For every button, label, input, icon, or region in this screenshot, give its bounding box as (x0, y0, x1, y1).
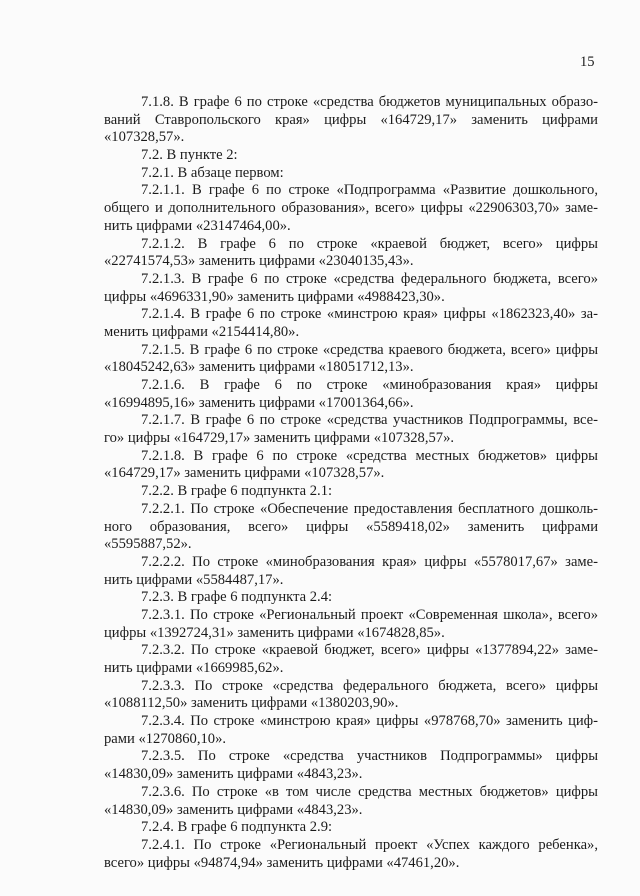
text-line: 7.2.1. В абзаце первом: (141, 164, 284, 181)
paragraph (104, 94, 598, 147)
paragraph (104, 342, 598, 377)
document-body (104, 94, 598, 872)
text-line: 7.2.3.4. По строке «минстрою края» цифры «978768,70» заменить циф- (141, 713, 598, 730)
paragraph (104, 483, 598, 501)
text-line: 7.2.1.1. В графе 6 по строке «Подпрограмма «Развитие дошкольного, (141, 182, 598, 199)
paragraph (104, 147, 598, 165)
paragraph (104, 837, 598, 872)
paragraph (104, 236, 598, 271)
paragraph (104, 412, 598, 447)
text-line: 7.2.2.2. По строке «минобразования края» цифры «5578017,67» заме- (141, 553, 598, 570)
text-line: 7.2.1.2. В графе 6 по строке «краевой бюджет, всего» цифры (141, 235, 598, 252)
paragraph (104, 607, 598, 642)
paragraph (104, 271, 598, 306)
text-line: ного образования, всего» цифры «5589418,02» заменить цифрами (104, 518, 598, 535)
text-line: «164729,17» заменить цифрами «107328,57». (104, 465, 385, 482)
text-line: 7.2.2.1. По строке «Обеспечение предоставления бесплатного дошколь- (141, 500, 598, 517)
paragraph (104, 182, 598, 235)
text-line: 7.2.1.3. В графе 6 по строке «средства федерального бюджета, всего» (141, 270, 598, 287)
text-line: «18045242,63» заменить цифрами «18051712,13». (104, 359, 414, 376)
text-line: «107328,57». (104, 129, 185, 146)
text-line: 7.1.8. В графе 6 по строке «средства бюджетов муниципальных образо- (141, 94, 598, 110)
paragraph (104, 819, 598, 837)
paragraph (104, 448, 598, 483)
text-line: 7.2.3.5. По строке «средства участников Подпрограммы» цифры (141, 748, 598, 765)
paragraph (104, 713, 598, 748)
text-line: нить цифрами «5584487,17». (104, 571, 284, 588)
text-line: ваний Ставропольского края» цифры «164729,17» заменить цифрами (104, 111, 598, 128)
text-line: менить цифрами «2154414,80». (104, 323, 300, 340)
text-line: «14830,09» заменить цифрами «4843,23». (104, 801, 363, 818)
text-line: 7.2.2. В графе 6 подпункта 2.1: (141, 483, 333, 500)
text-line: 7.2.1.6. В графе 6 по строке «минобразования края» цифры (141, 377, 598, 393)
text-line: 7.2.4. В графе 6 подпункта 2.9: (141, 819, 333, 836)
paragraph (104, 589, 598, 607)
text-line: нить цифрами «1669985,62». (104, 660, 284, 676)
text-line: «5595887,52». (104, 536, 192, 553)
text-line: 7.2.1.7. В графе 6 по строке «средства участников Подпрограммы, все- (141, 412, 598, 429)
text-line: «22741574,53» заменить цифрами «23040135,43». (104, 253, 414, 270)
paragraph (104, 678, 598, 713)
text-line: 7.2.3. В графе 6 подпункта 2.4: (141, 589, 333, 606)
paragraph (104, 501, 598, 554)
page-number: 15 (580, 54, 595, 70)
text-line: 7.2. В пункте 2: (141, 147, 238, 164)
text-line: «16994895,16» заменить цифрами «17001364,66». (104, 394, 414, 411)
text-line: 7.2.4.1. По строке «Региональный проект «Успех каждого ребенка», (141, 836, 598, 853)
paragraph (104, 748, 598, 783)
paragraph (104, 377, 598, 412)
paragraph (104, 306, 598, 341)
text-line: 7.2.1.8. В графе 6 по строке «средства местных бюджетов» цифры (141, 447, 598, 464)
paragraph (104, 554, 598, 589)
text-line: цифры «4696331,90» заменить цифрами «4988423,30». (104, 288, 445, 305)
text-line: «14830,09» заменить цифрами «4843,23». (104, 766, 363, 783)
text-line: рами «1270860,10». (104, 730, 227, 747)
paragraph (104, 165, 598, 183)
text-line: нить цифрами «23147464,00». (104, 217, 291, 234)
text-line: «1088112,50» заменить цифрами «1380203,90». (104, 695, 399, 712)
text-line: 7.2.3.2. По строке «краевой бюджет, всего» цифры «1377894,22» заме- (141, 642, 598, 659)
text-line: 7.2.3.3. По строке «средства федерального бюджета, всего» цифры (141, 677, 598, 694)
paragraph (104, 784, 598, 819)
text-line: го» цифры «164729,17» заменить цифрами «107328,57». (104, 430, 455, 447)
text-line: 7.2.3.1. По строке «Региональный проект «Современная школа», всего» (141, 606, 598, 623)
paragraph (104, 642, 598, 677)
text-line: цифры «1392724,31» заменить цифрами «1674828,85». (104, 624, 445, 641)
text-line: общего и дополнительного образования», всего» цифры «22906303,70» заме- (104, 200, 598, 217)
text-line: 7.2.1.4. В графе 6 по строке «минстрою края» цифры «1862323,40» за- (141, 306, 598, 323)
text-line: 7.2.1.5. В графе 6 по строке «средства краевого бюджета, всего» цифры (141, 341, 598, 358)
text-line: всего» цифры «94874,94» заменить цифрами «47461,20». (104, 854, 460, 871)
text-line: 7.2.3.6. По строке «в том числе средства местных бюджетов» цифры (141, 783, 598, 800)
